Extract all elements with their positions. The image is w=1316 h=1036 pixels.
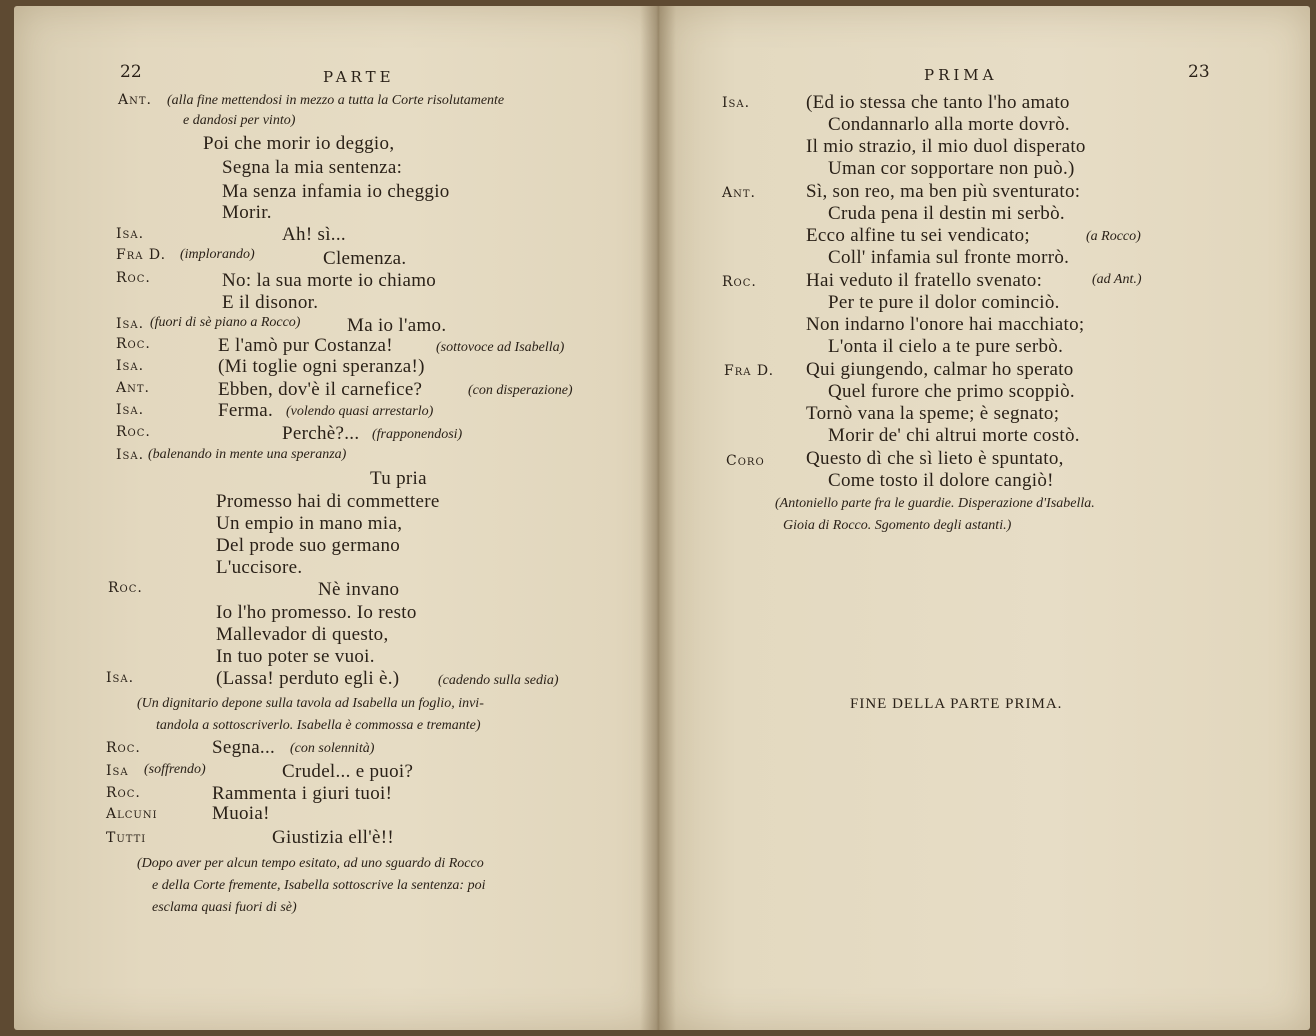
stage-direction: (con disperazione) bbox=[468, 383, 573, 398]
verse-line: Tornò vana la speme; è segnato; bbox=[806, 403, 1060, 424]
verse-line: Del prode suo germano bbox=[216, 535, 401, 556]
stage-direction: (Un dignitario depone sulla tavola ad Isabella un foglio, invi- bbox=[137, 696, 484, 711]
verse-line: Tu pria bbox=[370, 468, 427, 489]
speaker-label: Isa. bbox=[116, 402, 145, 418]
left-page-number: 22 bbox=[120, 62, 142, 82]
stage-direction: (con solennità) bbox=[290, 741, 375, 756]
speaker-label: Isa. bbox=[116, 226, 145, 242]
speaker-label: Alcuni bbox=[106, 806, 158, 822]
stage-direction: (alla fine mettendosi in mezzo a tutta la Corte risolutamente bbox=[167, 93, 505, 108]
verse-line: Crudel... e puoi? bbox=[282, 761, 414, 782]
speaker-label: Isa. bbox=[116, 447, 145, 463]
stage-direction: e dandosi per vinto) bbox=[183, 113, 296, 128]
verse-line: Rammenta i giuri tuoi! bbox=[212, 783, 393, 804]
speaker-label: Isa. bbox=[116, 316, 145, 332]
verse-line: Morir de' chi altrui morte costò. bbox=[828, 425, 1080, 446]
verse-line: Qui giungendo, calmar ho sperato bbox=[806, 359, 1074, 380]
verse-line: (Lassa! perduto egli è.) bbox=[216, 668, 400, 689]
verse-line: E il disonor. bbox=[222, 292, 319, 313]
verse-line: Morir. bbox=[222, 202, 272, 223]
speaker-label: Isa. bbox=[106, 670, 135, 686]
speaker-label: Roc. bbox=[116, 424, 151, 440]
stage-direction: (frapponendosi) bbox=[372, 427, 463, 442]
verse-line: Io l'ho promesso. Io resto bbox=[216, 602, 417, 623]
speaker-label: Isa. bbox=[722, 95, 751, 111]
verse-line: Uman cor sopportare non può.) bbox=[828, 158, 1075, 179]
speaker-label: Roc. bbox=[108, 580, 143, 596]
speaker-label: Ant. bbox=[722, 185, 756, 201]
stage-direction: e della Corte fremente, Isabella sottoscrive la sentenza: poi bbox=[152, 878, 486, 893]
stage-direction: (Dopo aver per alcun tempo esitato, ad uno sguardo di Rocco bbox=[137, 856, 484, 871]
stage-direction: Gioia di Rocco. Sgomento degli astanti.) bbox=[783, 518, 1012, 533]
right-page-number: 23 bbox=[1188, 62, 1210, 82]
verse-line: Per te pure il dolor cominciò. bbox=[828, 292, 1060, 313]
stage-direction: (sottovoce ad Isabella) bbox=[436, 340, 565, 355]
speaker-label: Isa. bbox=[116, 358, 145, 374]
verse-line: Non indarno l'onore hai macchiato; bbox=[806, 314, 1085, 335]
speaker-label: Fra D. bbox=[724, 363, 775, 379]
verse-line: Mallevador di questo, bbox=[216, 624, 389, 645]
speaker-label: Roc. bbox=[106, 785, 141, 801]
speaker-label: Roc. bbox=[116, 336, 151, 352]
stage-direction: (a Rocco) bbox=[1086, 229, 1141, 244]
verse-line: Perchè?... bbox=[282, 423, 360, 444]
stage-direction: tandola a sottoscriverlo. Isabella è commossa e tremante) bbox=[156, 718, 481, 733]
right-page-header: PRIMA bbox=[924, 66, 998, 84]
verse-line: Nè invano bbox=[318, 579, 400, 600]
speaker-label: Ant. bbox=[118, 92, 152, 108]
verse-line: Ma senza infamia io cheggio bbox=[222, 181, 450, 202]
verse-line: In tuo poter se vuoi. bbox=[216, 646, 375, 667]
stage-direction: (ad Ant.) bbox=[1092, 272, 1142, 287]
verse-line: Coll' infamia sul fronte morrò. bbox=[828, 247, 1070, 268]
verse-line: Ma io l'amo. bbox=[347, 315, 447, 336]
verse-line: E l'amò pur Costanza! bbox=[218, 335, 393, 356]
verse-line: Ebben, dov'è il carnefice? bbox=[218, 379, 423, 400]
speaker-label: Ant. bbox=[116, 380, 150, 396]
verse-line: Ecco alfine tu sei vendicato; bbox=[806, 225, 1030, 246]
verse-line: Clemenza. bbox=[323, 248, 407, 269]
verse-line: Promesso hai di commettere bbox=[216, 491, 440, 512]
verse-line: Condannarlo alla morte dovrò. bbox=[828, 114, 1070, 135]
verse-line: No: la sua morte io chiamo bbox=[222, 270, 437, 291]
book-gutter bbox=[640, 6, 676, 1030]
verse-line: Ah! sì... bbox=[282, 224, 346, 245]
verse-line: Ferma. bbox=[218, 400, 274, 421]
stage-direction: (soffrendo) bbox=[144, 762, 206, 777]
stage-direction: (implorando) bbox=[180, 247, 255, 262]
verse-line: Poi che morir io deggio, bbox=[203, 133, 395, 154]
left-page-header: PARTE bbox=[323, 68, 395, 86]
verse-line: Sì, son reo, ma ben più sventurato: bbox=[806, 181, 1081, 202]
speaker-label: Coro bbox=[726, 453, 765, 469]
verse-line: L'onta il cielo a te pure serbò. bbox=[828, 336, 1064, 357]
verse-line: (Mi toglie ogni speranza!) bbox=[218, 356, 425, 377]
speaker-label: Tutti bbox=[106, 830, 147, 846]
verse-line: Segna... bbox=[212, 737, 276, 758]
verse-line: L'uccisore. bbox=[216, 557, 303, 578]
verse-line: Questo dì che sì lieto è spuntato, bbox=[806, 448, 1064, 469]
end-of-part-title: FINE DELLA PARTE PRIMA. bbox=[850, 696, 1063, 712]
verse-line: Hai veduto il fratello svenato: bbox=[806, 270, 1043, 291]
speaker-label: Roc. bbox=[106, 740, 141, 756]
speaker-label: Roc. bbox=[116, 270, 151, 286]
verse-line: Segna la mia sentenza: bbox=[222, 157, 403, 178]
verse-line: Cruda pena il destin mi serbò. bbox=[828, 203, 1065, 224]
stage-direction: esclama quasi fuori di sè) bbox=[152, 900, 297, 915]
speaker-label: Fra D. bbox=[116, 247, 167, 263]
verse-line: Come tosto il dolore cangiò! bbox=[828, 470, 1054, 491]
stage-direction: (balenando in mente una speranza) bbox=[148, 447, 347, 462]
verse-line: Muoia! bbox=[212, 803, 270, 824]
verse-line: Giustizia ell'è!! bbox=[272, 827, 394, 848]
speaker-label: Isa bbox=[106, 763, 129, 779]
stage-direction: (cadendo sulla sedia) bbox=[438, 673, 559, 688]
verse-line: (Ed io stessa che tanto l'ho amato bbox=[806, 92, 1070, 113]
verse-line: Un empio in mano mia, bbox=[216, 513, 403, 534]
verse-line: Quel furore che primo scoppiò. bbox=[828, 381, 1075, 402]
verse-line: Il mio strazio, il mio duol disperato bbox=[806, 136, 1086, 157]
stage-direction: (Antoniello parte fra le guardie. Disperazione d'Isabella. bbox=[775, 496, 1095, 511]
stage-direction: (volendo quasi arrestarlo) bbox=[286, 404, 434, 419]
speaker-label: Roc. bbox=[722, 274, 757, 290]
stage-direction: (fuori di sè piano a Rocco) bbox=[150, 315, 301, 330]
